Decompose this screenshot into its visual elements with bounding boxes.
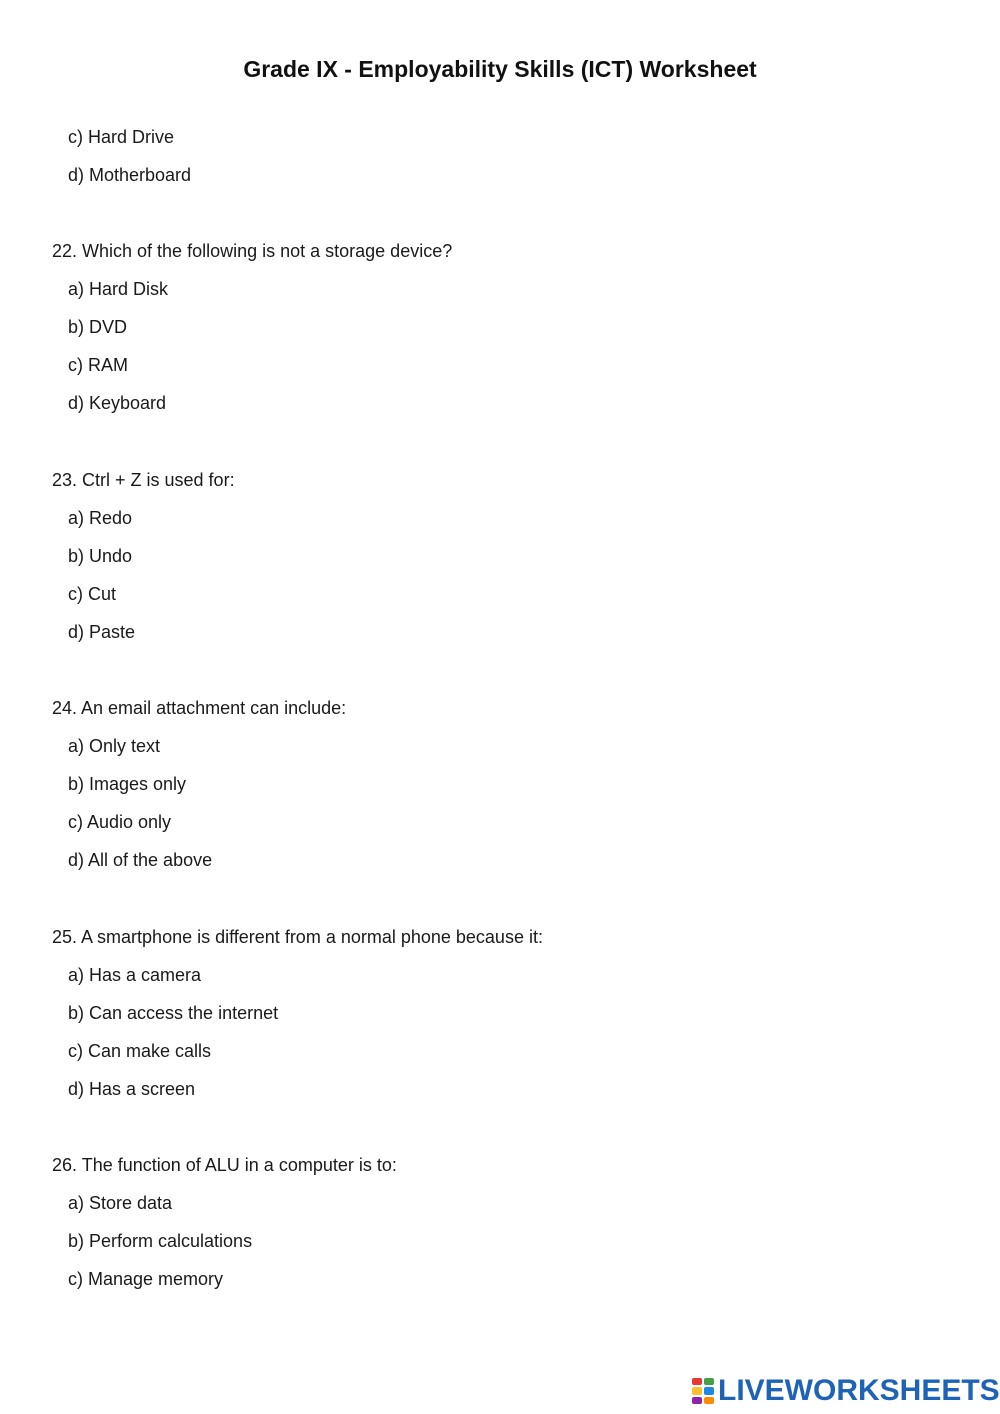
option-c: c) Cut xyxy=(68,584,117,604)
option-b: b) Perform calculations xyxy=(68,1231,253,1251)
option-d: d) Has a screen xyxy=(68,1079,196,1099)
option-a: a) Only text xyxy=(68,736,161,756)
logo-icon-block xyxy=(704,1378,714,1385)
option-a: a) Store data xyxy=(68,1193,173,1213)
option-c: c) Audio only xyxy=(68,812,172,832)
logo-icon-block xyxy=(692,1387,702,1394)
option-d: d) Keyboard xyxy=(68,393,167,413)
option-c: c) Manage memory xyxy=(68,1269,224,1289)
question-25: 25. A smartphone is different from a normal phone because it: xyxy=(52,927,543,947)
option-a: a) Redo xyxy=(68,508,133,528)
option-a: a) Has a camera xyxy=(68,965,202,985)
logo-icon-block xyxy=(692,1397,702,1404)
logo-text: LIVEWORKSHEETS xyxy=(718,1374,1000,1407)
option-a: a) Hard Disk xyxy=(68,279,169,299)
option-c: c) RAM xyxy=(68,355,128,375)
question-23: 23. Ctrl + Z is used for: xyxy=(52,470,235,490)
option-b: b) Can access the internet xyxy=(68,1003,279,1023)
option-c: c) Can make calls xyxy=(68,1041,212,1061)
liveworksheets-logo-icon xyxy=(692,1378,714,1404)
page-title: Grade IX - Employability Skills (ICT) Worksheet xyxy=(243,56,757,82)
logo-icon-block xyxy=(704,1387,714,1394)
question-22: 22. Which of the following is not a storage device? xyxy=(52,241,453,261)
question-26: 26. The function of ALU in a computer is to: xyxy=(52,1155,397,1175)
option-b: b) Images only xyxy=(68,774,187,794)
logo-icon-block xyxy=(692,1378,702,1385)
option-b: b) DVD xyxy=(68,317,128,337)
question-24: 24. An email attachment can include: xyxy=(52,698,347,718)
logo-icon-block xyxy=(704,1397,714,1404)
option-d: d) Paste xyxy=(68,622,136,642)
option-c: c) Hard Drive xyxy=(68,127,175,147)
option-d: d) Motherboard xyxy=(68,165,192,185)
option-d: d) All of the above xyxy=(68,850,213,870)
liveworksheets-logo[interactable] xyxy=(692,1374,1000,1408)
option-b: b) Undo xyxy=(68,546,133,566)
